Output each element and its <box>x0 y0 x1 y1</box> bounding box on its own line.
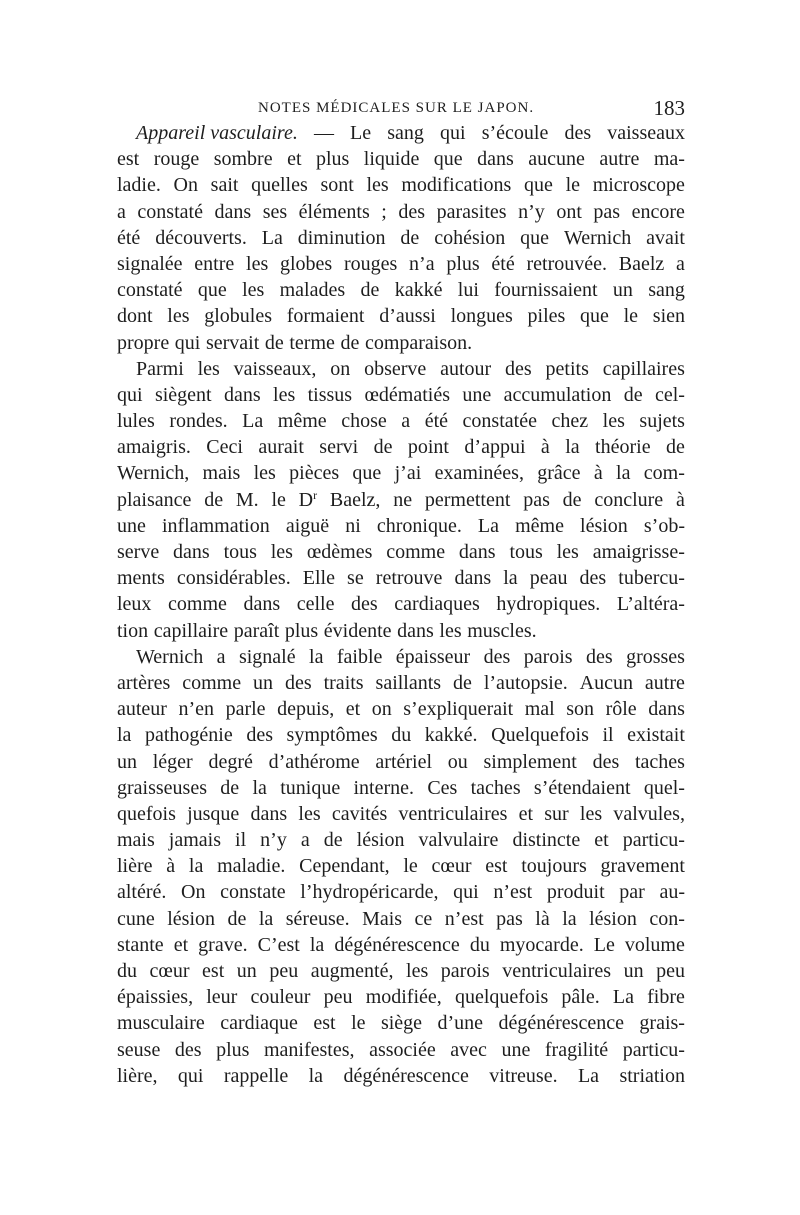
text-line: auteur n’en parle depuis, et on s’expliquerait mal son rôle dans <box>117 698 685 721</box>
page-number: 183 <box>653 96 685 120</box>
text-line: qui siègent dans les tissus œdématiés une accumulation de cel- <box>117 383 685 406</box>
text-line: signalée entre les globes rouges n’a plus été retrouvée. Baelz a <box>117 252 685 275</box>
text-line: Wernich a signalé la faible épaisseur des parois des grosses <box>136 645 685 668</box>
text-line: amaigris. Ceci aurait servi de point d’appui à la théorie de <box>117 436 685 459</box>
text-line: serve dans tous les œdèmes comme dans tous les amaigrisse- <box>117 541 685 563</box>
text-line: Wernich, mais les pièces que j’ai examinées, grâce à la com- <box>117 462 685 485</box>
text-line: lules rondes. La même chose a été constatée chez les sujets <box>117 410 685 433</box>
text-line: lière à la maladie. Cependant, le cœur est toujours gravement <box>117 855 685 878</box>
text-line: épaissies, leur couleur peu modifiée, quelquefois pâle. La fibre <box>117 986 685 1009</box>
text-line: cune lésion de la séreuse. Mais ce n’est pas là la lésion con- <box>117 907 685 930</box>
text-line: artères comme un des traits saillants de l’autopsie. Aucun autre <box>117 671 685 694</box>
text-line: Appareil vasculaire. — Le sang qui s’écoule des vaisseaux <box>117 120 685 146</box>
text-line: stante et grave. C’est la dégénérescence du myocarde. Le volume <box>117 933 685 956</box>
text-line: ladie. On sait quelles sont les modifications que le microscope <box>117 174 685 197</box>
text-line: mais jamais il n’y a de lésion valvulaire distincte et particu- <box>117 829 685 852</box>
text-line: dont les globules formaient d’aussi longues piles que le sien <box>117 305 685 328</box>
text-line: ments considérables. Elle se retrouve dans la peau des tubercu- <box>117 567 685 590</box>
running-head <box>117 96 685 120</box>
text-line: graisseuses de la tunique interne. Ces taches s’étendaient quel- <box>117 776 685 799</box>
text-line: lière, qui rappelle la dégénérescence vitreuse. La striation <box>117 1064 685 1087</box>
text-line: été découverts. La diminution de cohésion que Wernich avait <box>117 226 685 249</box>
text-line: est rouge sombre et plus liquide que dans aucune autre ma- <box>117 148 685 171</box>
text-line: seuse des plus manifestes, associée avec une fragilité particu- <box>117 1038 685 1061</box>
text-line: constaté que les malades de kakké lui fournissaient un sang <box>117 279 685 302</box>
text-line: quefois jusque dans les cavités ventriculaires et sur les valvules, <box>117 802 685 825</box>
text-line: une inflammation aiguë ni chronique. La même lésion s’ob- <box>117 514 685 537</box>
text-line: tion capillaire paraît plus évidente dans les muscles. <box>117 619 537 642</box>
section-heading: Appareil vasculaire. <box>136 122 298 144</box>
text-line: plaisance de M. le $D^r$ Baelz, ne permettent pas de conclure à <box>117 487 685 511</box>
text-line: altéré. On constate l’hydropéricarde, qui n’est produit par au- <box>117 881 685 904</box>
text-line: la pathogénie des symptômes du kakké. Quelquefois il existait <box>117 724 685 747</box>
text-line: propre qui servait de terme de comparaison. <box>117 331 473 354</box>
text-line: Parmi les vaisseaux, on observe autour des petits capillaires <box>136 357 685 380</box>
text-line: a constaté dans ses éléments ; des parasites n’y ont pas encore <box>117 200 685 223</box>
running-title: NOTES MÉDICALES SUR LE JAPON. <box>258 100 535 116</box>
text-line: un léger degré d’athérome artériel ou simplement des taches <box>117 750 685 773</box>
body-text <box>117 120 685 1089</box>
text-line: du cœur est un peu augmenté, les parois ventriculaires un peu <box>117 960 685 982</box>
text-line: musculaire cardiaque est le siège d’une dégénérescence grais- <box>117 1012 685 1035</box>
text-line: leux comme dans celle des cardiaques hydropiques. L’altéra- <box>117 593 685 616</box>
